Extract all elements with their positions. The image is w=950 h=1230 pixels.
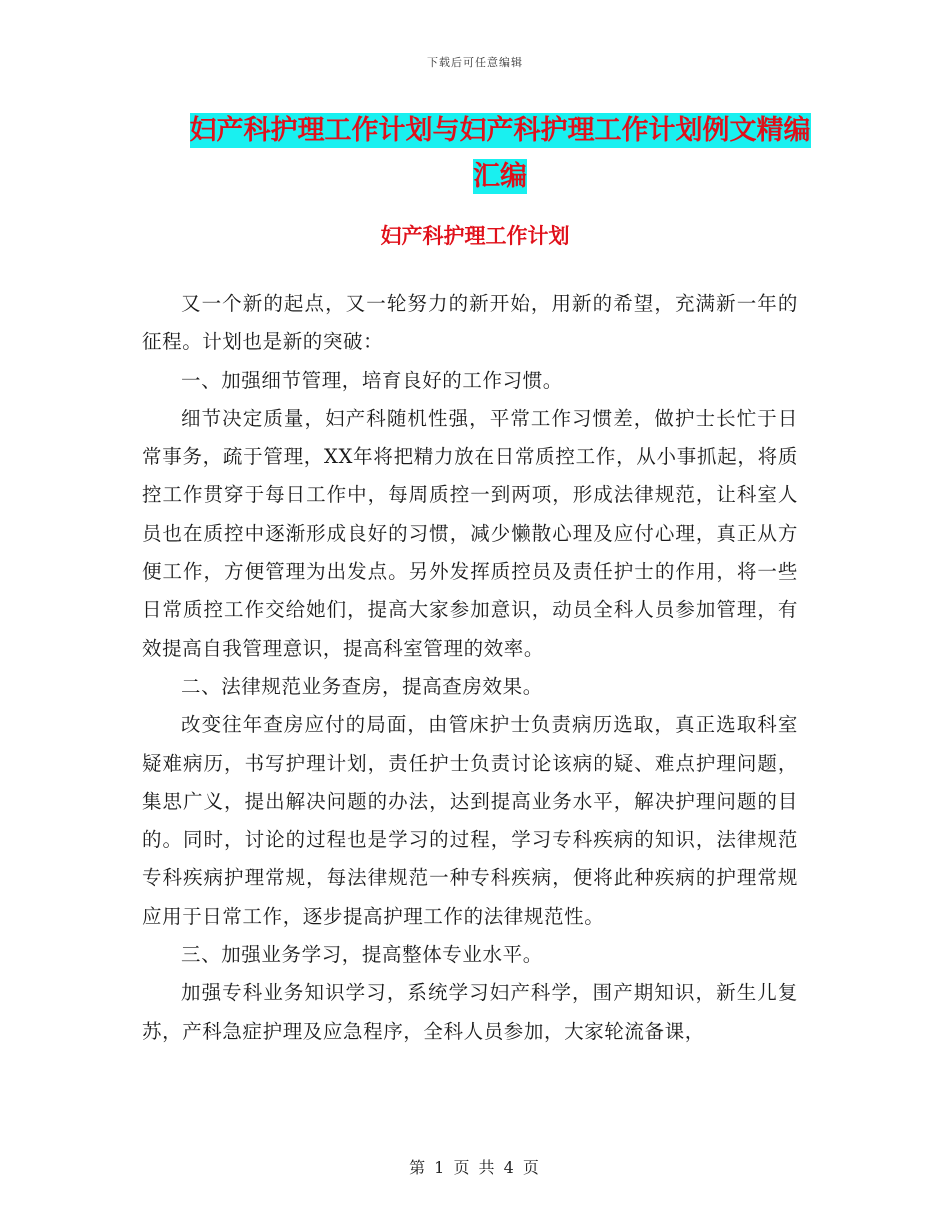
section-heading: 妇产科护理工作计划 [380, 224, 570, 248]
paragraph-detail-2: 改变往年查房应付的局面，由管床护士负责病历选取，真正选取科室疑难病历，书写护理计划，责任护士负责讨论该病的疑、难点护理问题，集思广义，提出解决问题的办法，达到提高业务水平，解决护理问题的目的。同时，讨论的过程也是学习的过程，学习专科疾病的知识，法律规范专科疾病护理常规，每法律规范一种专科疾病，便将此种疾病的护理常规应用于日常工作，逐步提高护理工作的法律规范性。 [142, 713, 798, 928]
paragraph-detail-1: 细节决定质量，妇产科随机性强，平常工作习惯差，做护士长忙于日常事务，疏于管理，XX年将把精力放在日常质控工作，从小事抓起，将质控工作贯穿于每日工作中，每周质控一到两项，形成法律规范，让科室人员也在质控中逐渐形成良好的习惯，减少懒散心理及应付心理，真正从方便工作，方便管理为出发点。另外发挥质控员及责任护士的作用，将一些日常质控工作交给她们，提高大家参加意识，动员全科人员参加管理，有效提高自我管理意识，提高科室管理的效率。 [142, 406, 798, 660]
page-number-footer: 第 1 页 共 4 页 [409, 1158, 541, 1177]
document-title-line-2: 汇编 [473, 161, 527, 192]
paragraph-detail-3: 加强专科业务知识学习，系统学习妇产科学，围产期知识，新生儿复苏，产科急症护理及应急程序，全科人员参加，大家轮流备课， [142, 981, 798, 1043]
paragraph-intro: 又一个新的起点，又一轮努力的新开始，用新的希望，充满新一年的征程。计划也是新的突破： [142, 292, 798, 354]
page-header-note: 下载后可任意编辑 [427, 56, 523, 69]
paragraph-heading-3: 三、加强业务学习，提高整体专业水平。 [181, 943, 543, 967]
document-title [150, 108, 850, 200]
paragraph-heading-2: 二、法律规范业务查房，提高查房效果。 [181, 674, 543, 698]
paragraph-heading-1: 一、加强细节管理，培育良好的工作习惯。 [181, 368, 563, 392]
document-title-line-1: 妇产科护理工作计划与妇产科护理工作计划例文精编 [189, 115, 811, 146]
document-body [142, 285, 798, 1051]
